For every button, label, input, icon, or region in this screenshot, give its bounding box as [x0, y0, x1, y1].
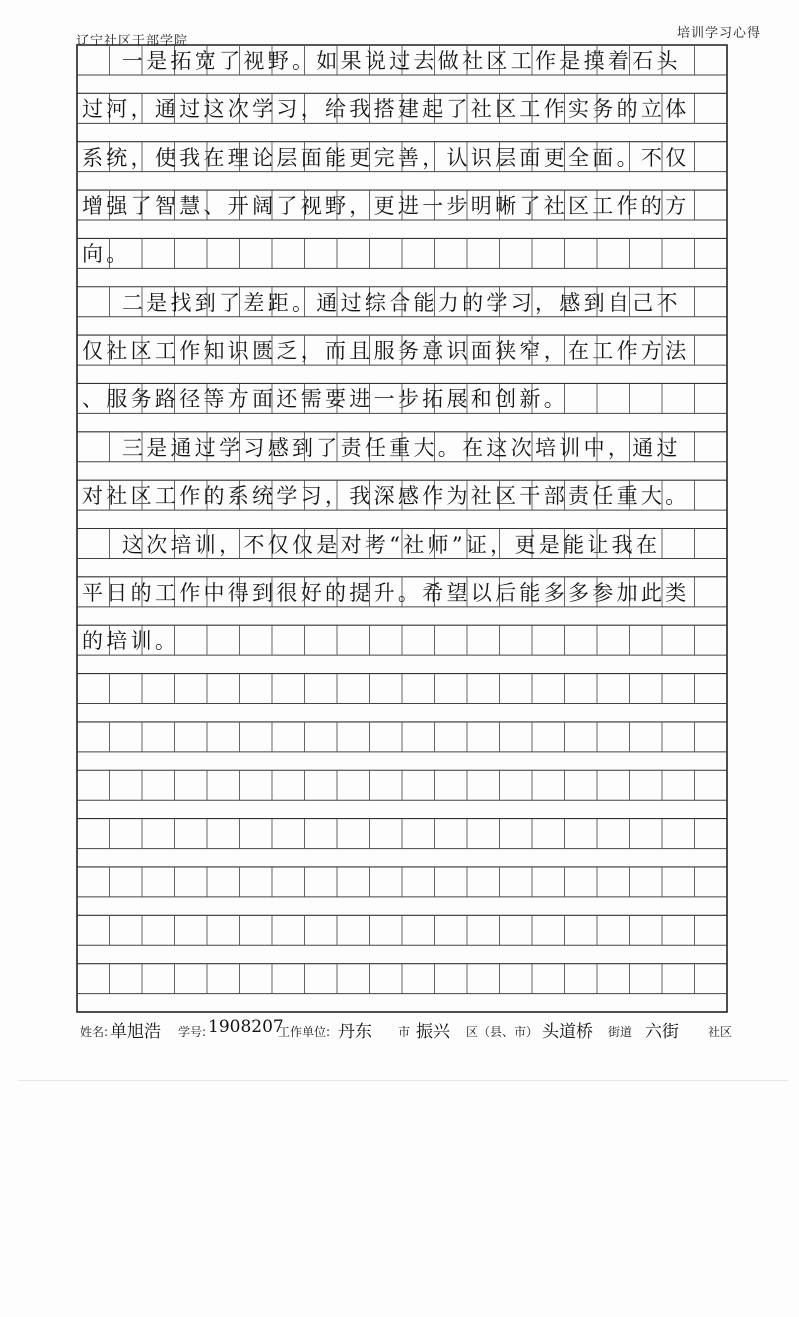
- community-label: 社区: [708, 1025, 733, 1039]
- essay-line: 、服务路径等方面还需要进一步拓展和创新。: [82, 387, 568, 412]
- unit-label: 工作单位:: [278, 1025, 331, 1039]
- essay-line: 向。: [82, 242, 131, 267]
- street-value: 头道桥: [542, 1022, 593, 1042]
- id-label: 学号:: [178, 1025, 207, 1039]
- city-label: 市: [398, 1025, 411, 1039]
- sheet-title: 培训学习心得: [676, 26, 761, 41]
- essay-line: 过河，通过这次学习，给我搭建起了社区工作实务的立体: [82, 97, 690, 122]
- district-label: 区（县、市）: [466, 1025, 539, 1039]
- city-value: 丹东: [338, 1022, 372, 1042]
- essay-line: 二是找到了差距。通过综合能力的学习，感到自己不: [82, 290, 681, 315]
- essay-line: 的培训。: [82, 629, 180, 654]
- essay-line: 系统，使我在理论层面能更完善，认识层面更全面。不仅: [82, 145, 690, 170]
- name-value: 单旭浩: [110, 1022, 161, 1042]
- essay-line: 仅社区工作知识匮乏，而且服务意识面狭窄，在工作方法: [82, 339, 690, 364]
- student-info-footer: [80, 1017, 760, 1041]
- essay-line: 三是通过学习感到了责任重大。在这次培训中，通过: [82, 435, 681, 460]
- college-name: 辽宁社区干部学院: [76, 34, 189, 49]
- essay-line: 这次培训，不仅仅是对考“社师”证，更是能让我在: [82, 532, 661, 557]
- district-value: 振兴: [416, 1022, 450, 1042]
- scan-edge: [18, 1080, 788, 1081]
- community-value: 六街: [645, 1022, 679, 1042]
- street-label: 街道: [608, 1025, 633, 1039]
- essay-line: 增强了智慧、开阔了视野，更进一步明晰了社区工作的方: [82, 194, 690, 219]
- essay-line: 对社区工作的系统学习，我深感作为社区干部责任重大。: [82, 484, 690, 509]
- name-label: 姓名:: [80, 1025, 109, 1039]
- essay-line: 一是拓宽了视野。如果说过去做社区工作是摸着石头: [82, 49, 681, 73]
- id-value: 1908207: [208, 1017, 284, 1037]
- essay-line: 平日的工作中得到很好的提升。希望以后能多多参加此类: [82, 580, 690, 605]
